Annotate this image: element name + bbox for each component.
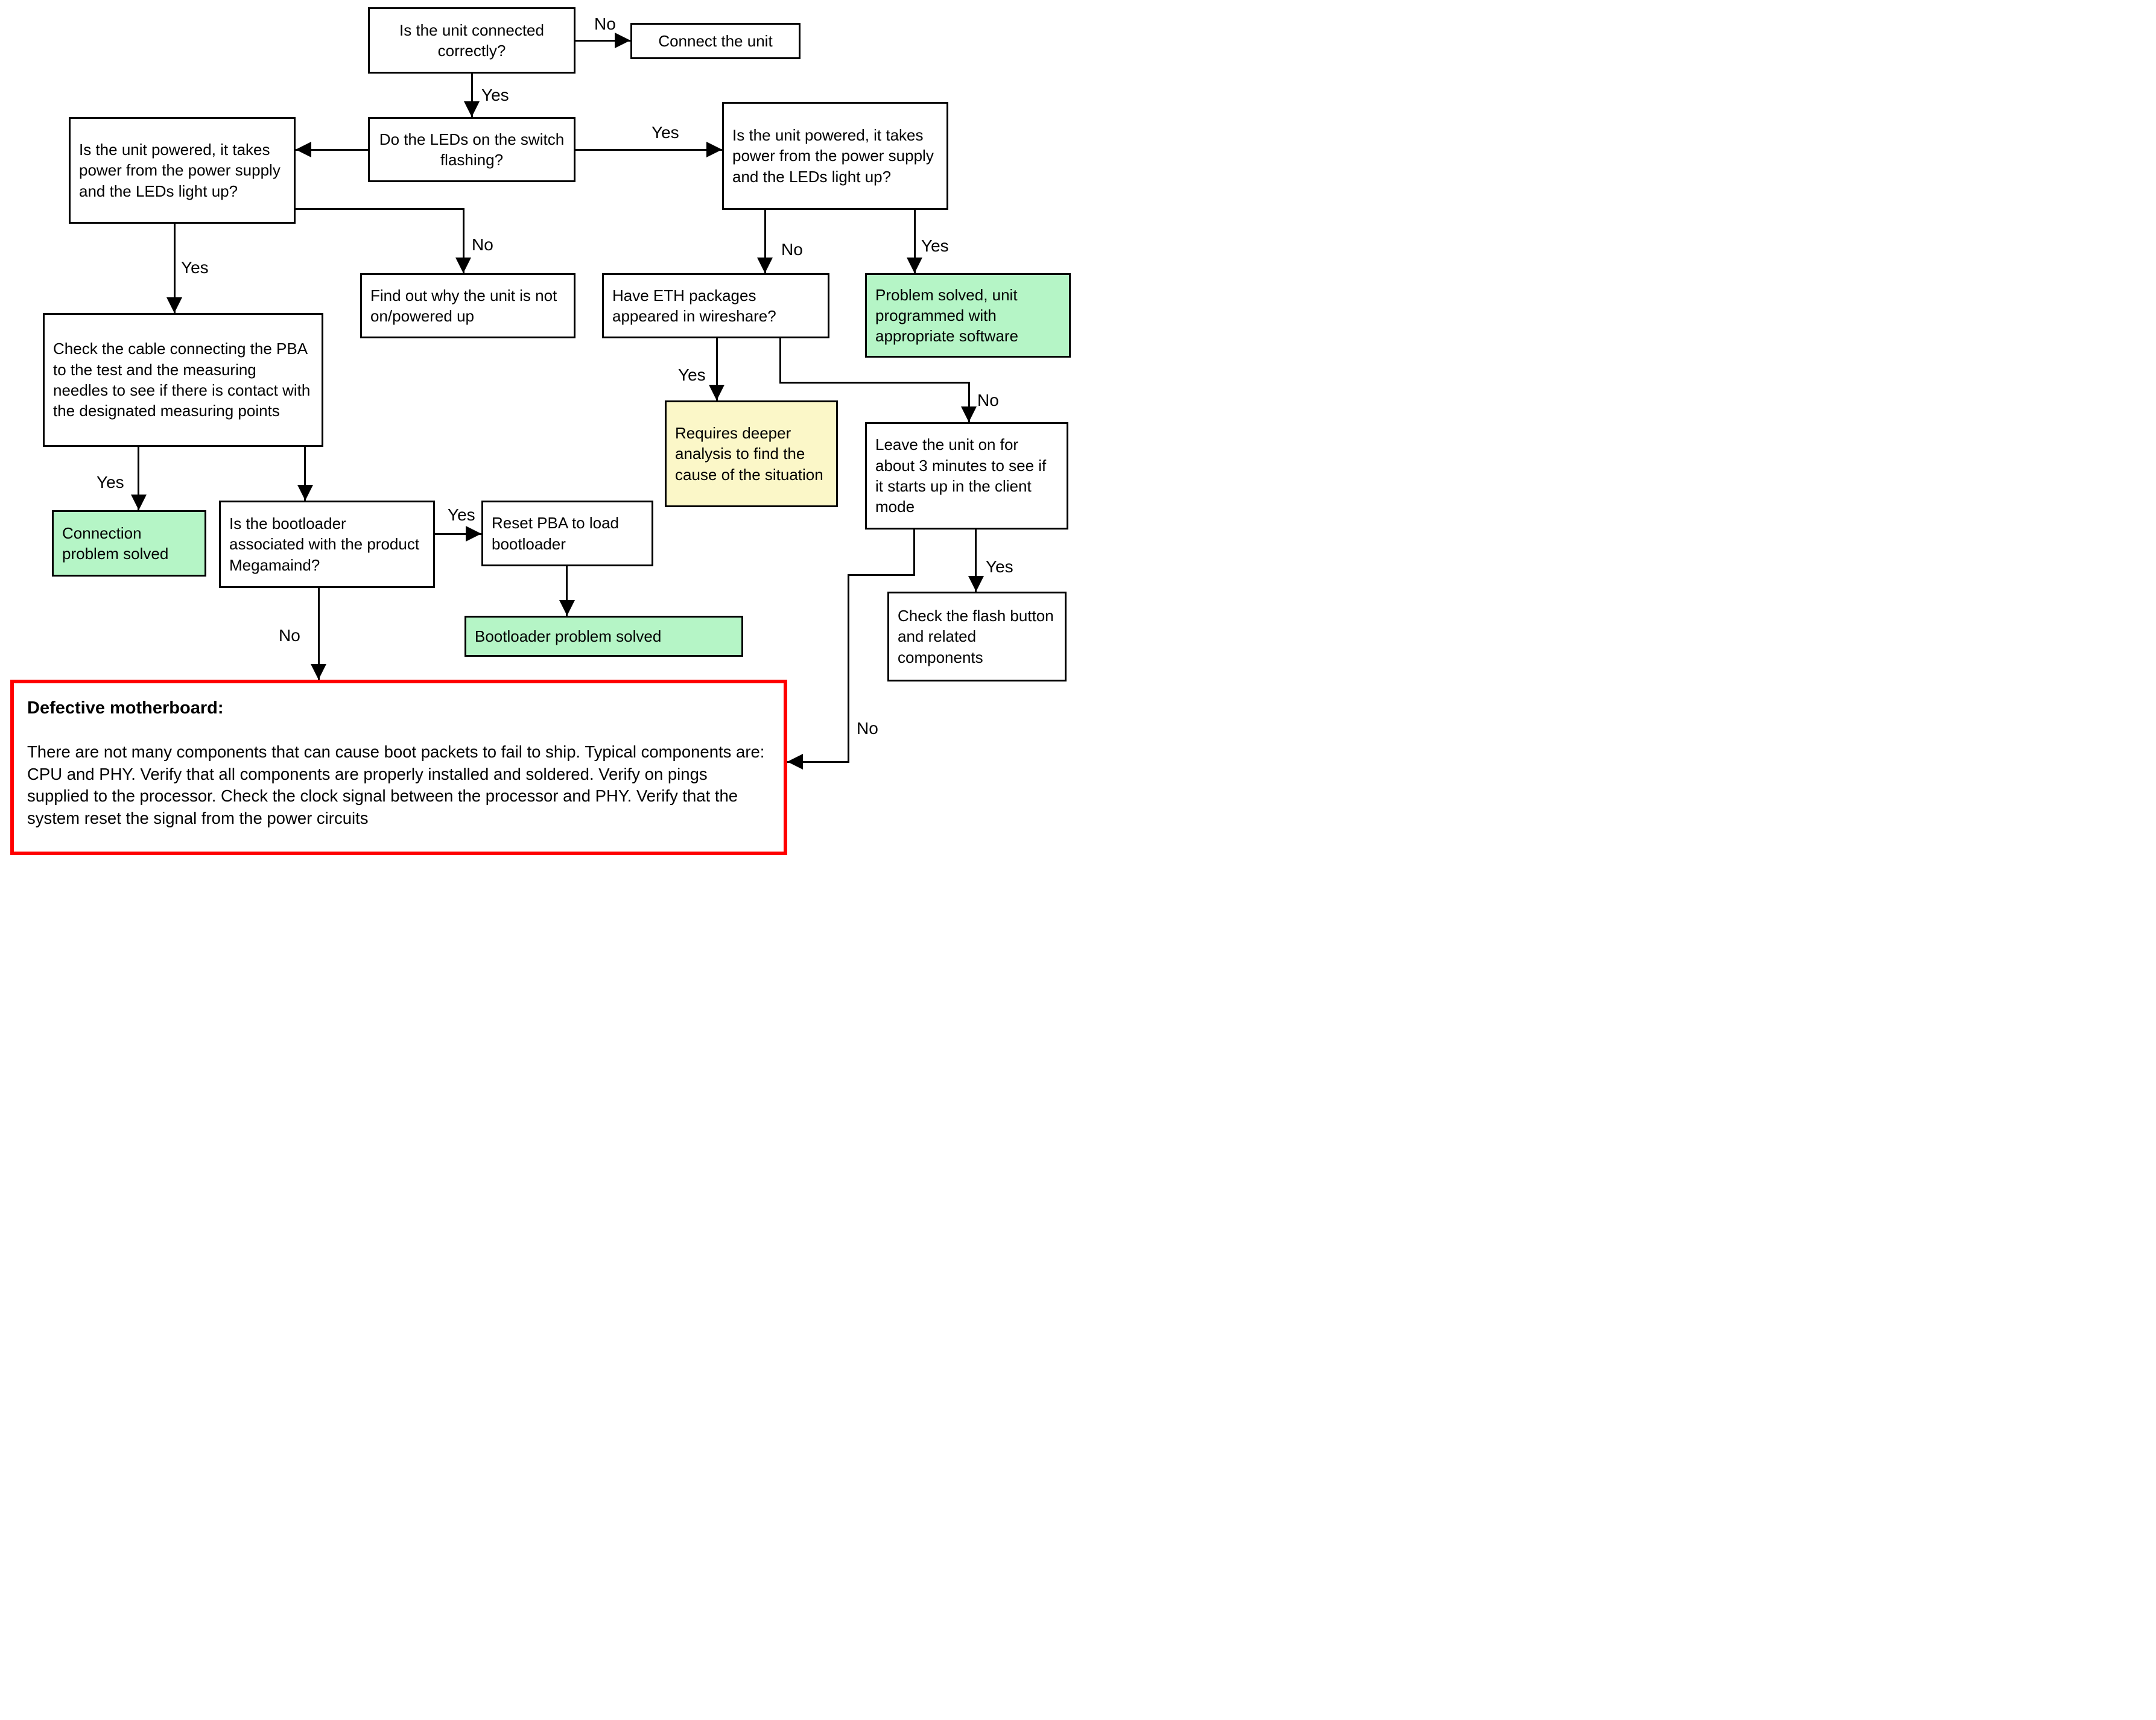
edge-leave-no-seg0: [913, 530, 915, 576]
node-find-out-why: Find out why the unit is not on/powered up: [360, 273, 575, 338]
node-reset-pba: Reset PBA to load bootloader: [481, 501, 653, 566]
branch-label-yes-2: Yes: [652, 123, 679, 142]
node-q-unit-powered-right: Is the unit powered, it takes power from the power supply and the LEDs light up?: [722, 102, 948, 210]
edge-leave-no-seg2: [848, 574, 849, 763]
branch-label-yes-12: Yes: [448, 505, 475, 524]
edge-connected-yes-arrowhead-icon: [464, 101, 480, 117]
node-leave-unit-on: Leave the unit on for about 3 minutes to see if it starts up in the client mode: [865, 422, 1068, 530]
node-defective-motherboard: [10, 680, 787, 855]
edge-eth-no-arrowhead-icon: [961, 406, 977, 422]
edge-connected-no-arrowhead-icon: [615, 33, 630, 48]
node-check-flash-button: Check the flash button and related components: [887, 592, 1067, 681]
edge-leave-no-seg1: [848, 574, 915, 576]
edge-leds-to-powered-left-arrowhead-icon: [296, 142, 311, 157]
edge-powered-left-yes-arrowhead-icon: [166, 297, 182, 313]
edge-leds-yes-arrowhead-icon: [706, 142, 722, 157]
node-q-bootloader-megamaind: Is the bootloader associated with the product Megamaind?: [219, 501, 435, 588]
node-defective-motherboard-title: Defective motherboard:: [27, 698, 224, 718]
branch-label-no-13: No: [279, 626, 300, 645]
edge-powered-right-yes-arrowhead-icon: [907, 258, 922, 273]
edge-leave-yes-arrowhead-icon: [968, 576, 984, 592]
branch-label-no-3: No: [472, 235, 493, 254]
node-q-connected-correctly: Is the unit connected correctly?: [368, 7, 575, 74]
node-connection-problem-solved: Connection problem solved: [52, 510, 206, 577]
branch-label-no-0: No: [594, 14, 616, 33]
edge-reset-to-solved-arrowhead-icon: [559, 600, 575, 616]
branch-label-yes-1: Yes: [481, 86, 509, 104]
edge-cable-to-bootloader-arrowhead-icon: [297, 485, 313, 501]
branch-label-yes-6: Yes: [921, 236, 949, 255]
edge-eth-no-seg0: [779, 338, 781, 384]
node-check-cable: Check the cable connecting the PBA to the test and the measuring needles to see if there is contact with the designated measuring points: [43, 313, 323, 447]
node-requires-deeper-analysis: Requires deeper analysis to find the cause of the situation: [665, 400, 838, 507]
edge-eth-no-seg1: [779, 382, 970, 384]
branch-label-no-8: No: [977, 391, 999, 409]
edge-bootloader-yes-arrowhead-icon: [466, 526, 481, 542]
edge-leave-no-arrowhead-icon: [787, 754, 803, 770]
edge-leds-yes-seg0: [575, 149, 722, 151]
branch-label-yes-9: Yes: [986, 557, 1013, 576]
branch-label-yes-7: Yes: [678, 365, 706, 384]
branch-label-yes-11: Yes: [97, 473, 124, 492]
node-bootloader-problem-solved: Bootloader problem solved: [464, 616, 743, 657]
edge-powered-left-no-seg0: [296, 208, 464, 210]
branch-label-yes-4: Yes: [181, 258, 209, 277]
edge-powered-right-no-arrowhead-icon: [757, 258, 773, 273]
edge-eth-yes-arrowhead-icon: [709, 385, 724, 400]
edge-cable-yes-arrowhead-icon: [131, 495, 147, 510]
edge-powered-left-no-arrowhead-icon: [455, 258, 471, 273]
edge-bootloader-no-arrowhead-icon: [311, 664, 326, 680]
node-connect-unit: Connect the unit: [630, 23, 801, 59]
branch-label-no-5: No: [781, 240, 803, 259]
node-q-eth-packages: Have ETH packages appeared in wireshare?: [602, 273, 829, 338]
node-q-leds-flashing: Do the LEDs on the switch flashing?: [368, 117, 575, 182]
node-q-unit-powered-left: Is the unit powered, it takes power from the power supply and the LEDs light up?: [69, 117, 296, 224]
branch-label-no-10: No: [857, 719, 878, 738]
flowchart-canvas: [0, 0, 1078, 860]
node-defective-motherboard-body: There are not many components that can cause boot packets to fail to ship. Typical components are: CPU and PHY. Verify that all components are properly installed and soldered. Verify on pings supplied to the processor. Check the clock signal between the processor and PHY. Verify that the system reset the signal from the power circuits: [27, 742, 765, 827]
node-problem-solved: Problem solved, unit programmed with appropriate software: [865, 273, 1071, 358]
